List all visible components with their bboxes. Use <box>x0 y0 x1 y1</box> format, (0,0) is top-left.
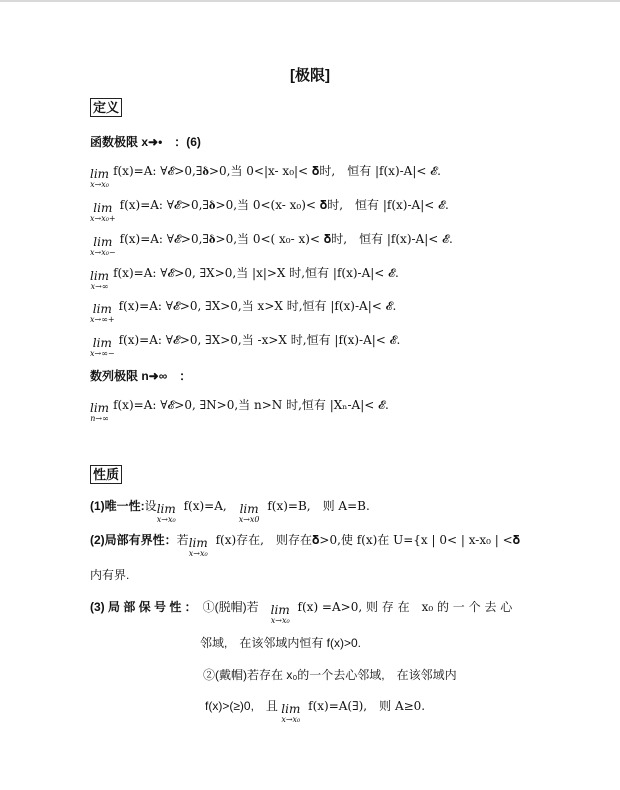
definition-text: f(x)=A: ∀𝓔>0,∃𝛅>0,当 0<|x- x₀|< 𝛅时, 恒有 |f(x)-A|< 𝓔. <box>113 164 441 178</box>
sequence-limit-heading: 数列极限 n➜∞ ： <box>90 369 192 383</box>
limit-operator: lim x→x₀− <box>90 235 116 257</box>
properties-label: 性质 <box>90 465 122 484</box>
function-limit-heading: 函数极限 x➜• ：(6) <box>90 135 201 149</box>
property-uniqueness: (1)唯一性: 设 lim x→x₀ f(x)=A, lim x→x0 f(x)=B, 则 A=B. <box>90 499 370 524</box>
limit-operator: lim n→∞ <box>90 401 110 423</box>
limit-operator: lim x→x₀ <box>156 502 176 524</box>
limit-operator: lim x→∞ <box>90 269 110 291</box>
definition-label: 定义 <box>90 98 122 117</box>
definition-line-4 <box>90 264 399 291</box>
page-top-border <box>0 0 620 2</box>
definition-text: f(x)=A: ∀𝓔>0, ∃X>0,当 -x>X 时,恒有 |f(x)-A|< 𝓔. <box>118 333 401 347</box>
property-sign-line-3: ②(戴帽)若存在 x₀的一个去心邻域, 在该邻域内 <box>203 668 457 682</box>
limit-operator: lim x→x₀+ <box>90 201 116 223</box>
property-label: (2)局部有界性： <box>90 533 177 547</box>
limit-operator: lim x→∞− <box>90 336 115 358</box>
definition-line-1 <box>90 162 441 189</box>
definition-line-2 <box>90 196 449 223</box>
definition-line-3 <box>90 230 453 257</box>
definition-text: f(x)=A: ∀𝓔>0, ∃X>0,当 x>X 时,恒有 |f(x)-A|< 𝓔. <box>118 299 397 313</box>
sequence-limit-line <box>90 396 389 423</box>
property-sign-line-4: f(x)>(≥)0, 且 lim x→x₀ f(x)=A(∃), 则 A≥0. <box>205 699 426 724</box>
property-label: (1)唯一性: <box>90 499 145 513</box>
property-sign-line-2: 邻域, 在该邻域内恒有 f(x)>0. <box>200 636 362 650</box>
definition-line-5 <box>90 297 397 324</box>
definition-line-6 <box>90 331 401 358</box>
limit-operator: lim x→x₀ <box>188 536 208 558</box>
property-local-boundedness: (2)局部有界性： 若 lim x→x₀ f(x)存在, 则存在𝛅>0,使 f(x)在 U={x | 0< | x-x₀ | <𝛅 <box>90 533 521 558</box>
limit-operator: lim x→x₀ <box>90 167 110 189</box>
property-label: (3) 局 部 保 号 性 ： <box>90 600 197 614</box>
page-title: [极限] <box>290 67 330 84</box>
definition-text: f(x)=A: ∀𝓔>0,∃𝛅>0,当 0<( x₀- x)< 𝛅时, 恒有 |f(x)-A|< 𝓔. <box>119 232 453 246</box>
limit-operator: lim x→x₀ <box>270 603 290 625</box>
property-continuation: 内有界. <box>90 568 130 582</box>
definition-text: f(x)=A: ∀𝓔>0, ∃X>0,当 |x|>X 时,恒有 |f(x)-A|< 𝓔. <box>113 266 399 280</box>
definition-text: f(x)=A: ∀𝓔>0,∃𝛅>0,当 0<(x- x₀)< 𝛅时, 恒有 |f(x)-A|< 𝓔. <box>119 198 449 212</box>
property-local-sign-preservation: (3) 局 部 保 号 性 ： ①(脱帽)若 lim x→x₀ f(x) =A>0, 则 存 在 x₀ 的 一 个 去 心 <box>90 600 513 625</box>
limit-operator: lim x→x0 <box>238 502 260 524</box>
definition-text: f(x)=A: ∀𝓔>0, ∃N>0,当 n>N 时,恒有 |Xₙ-A|< 𝓔. <box>113 398 389 412</box>
limit-operator: lim x→x₀ <box>281 702 301 724</box>
limit-operator: lim x→∞+ <box>90 302 115 324</box>
